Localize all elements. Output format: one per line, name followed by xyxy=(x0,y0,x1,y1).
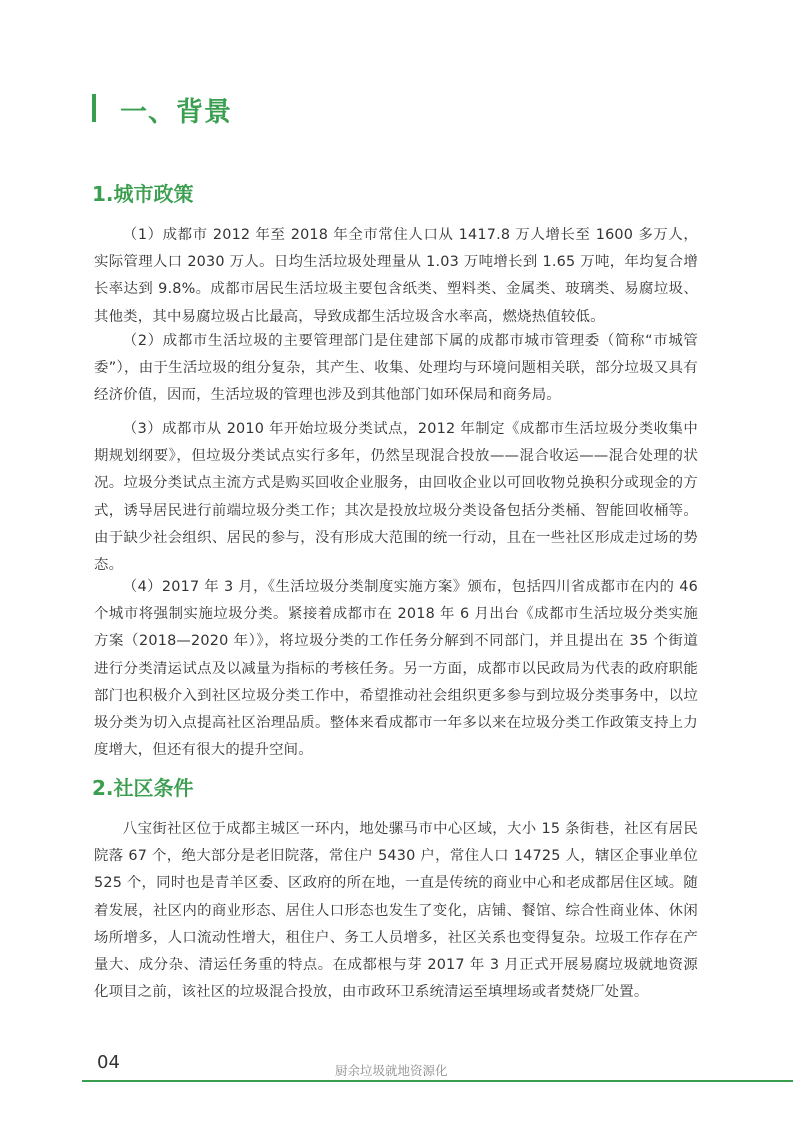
page-number: 04 xyxy=(97,1052,120,1073)
footer-divider xyxy=(82,1080,793,1082)
paragraph-policy-4: （4）2017 年 3 月，《生活垃圾分类制度实施方案》颁布，包括四川省成都市在内的 46 个城市将强制实施垃圾分类。紧接着成都市在 2018 年 6 月出台《成都市生活垃圾分类实施方案（2018—2020 年）》，将垃圾分类的工作任务分解到不同部门，并且提出在 35 个街道进行分类清运试点及以减量为指标的考核任务。另一方面，成都市以民政局为代表的政府职能部门也积极介入到社区垃圾分类工作中，希望推动社会组织更多参与到垃圾分类事务中，以垃圾分类为切入点提高社区治理品质。整体来看成都市一年多以来在垃圾分类工作政策支持上力度增大，但还有很大的提升空间。 xyxy=(94,579,698,759)
paragraph-policy-3: （3）成都市从 2010 年开始垃圾分类试点，2012 年制定《成都市生活垃圾分类收集中期规划纲要》，但垃圾分类试点实行多年，仍然呈现混合投放——混合收运——混合处理的状况。垃圾分类试点主流方式是购买回收企业服务，由回收企业以可回收物兑换积分或现金的方式，诱导居民进行前端垃圾分类工作；其次是投放垃圾分类设备包括分类桶、智能回收桶等。由于缺少社会组织、居民的参与，没有形成大范围的统一行动，且在一些社区形成走过场的势态。 xyxy=(94,421,698,574)
paragraph-community-1: 八宝街社区位于成都主城区一环内，地处骡马市中心区域，大小 15 条街巷，社区有居民院落 67 个，绝大部分是老旧院落，常住户 5430 户，常住人口 14725 人，辖区企事业单位 525 个，同时也是青羊区委、区政府的所在地，一直是传统的商业中心和老成都居住区域。随着发展，社区内的商业形态、居住人口形态也发生了变化，店铺、餐馆、综合性商业体、休闲场所增多，人口流动性增大，租住户、务工人员增多，社区关系也变得复杂。垃圾工作存在产量大、成分杂、清运任务重的特点。在成都根与芽 2017 年 3 月正式开展易腐垃圾就地资源化项目之前，该社区的垃圾混合投放，由市政环卫系统清运至填埋场或者焚烧厂处置。 xyxy=(94,821,698,1001)
section-title-community: 2.社区条件 xyxy=(92,776,194,800)
chapter-title: 一、背景 xyxy=(120,97,232,128)
chapter-accent-bar xyxy=(92,94,96,122)
paragraph-policy-1: （1）成都市 2012 年至 2018 年全市常住人口从 1417.8 万人增长至 1600 多万人，实际管理人口 2030 万人。日均生活垃圾处理量从 1.03 万吨增长到 1.65 万吨，年均复合增长率达到 9.8%。成都市居民生活垃圾主要包含纸类、塑料类、金属类、玻璃类、易腐垃圾、其他类，其中易腐垃圾占比最高，导致成都生活垃圾含水率高，燃烧热值较低。 xyxy=(94,227,698,325)
footer-label: 厨余垃圾就地资源化 xyxy=(335,1063,448,1078)
paragraph-policy-2: （2）成都市生活垃圾的主要管理部门是住建部下属的成都市城市管理委（简称“市城管委”），由于生活垃圾的组分复杂，其产生、收集、处理均与环境问题相关联，部分垃圾又具有经济价值，因而，生活垃圾的管理也涉及到其他部门如环保局和商务局。 xyxy=(94,333,698,404)
section-title-city-policy: 1.城市政策 xyxy=(92,182,194,206)
